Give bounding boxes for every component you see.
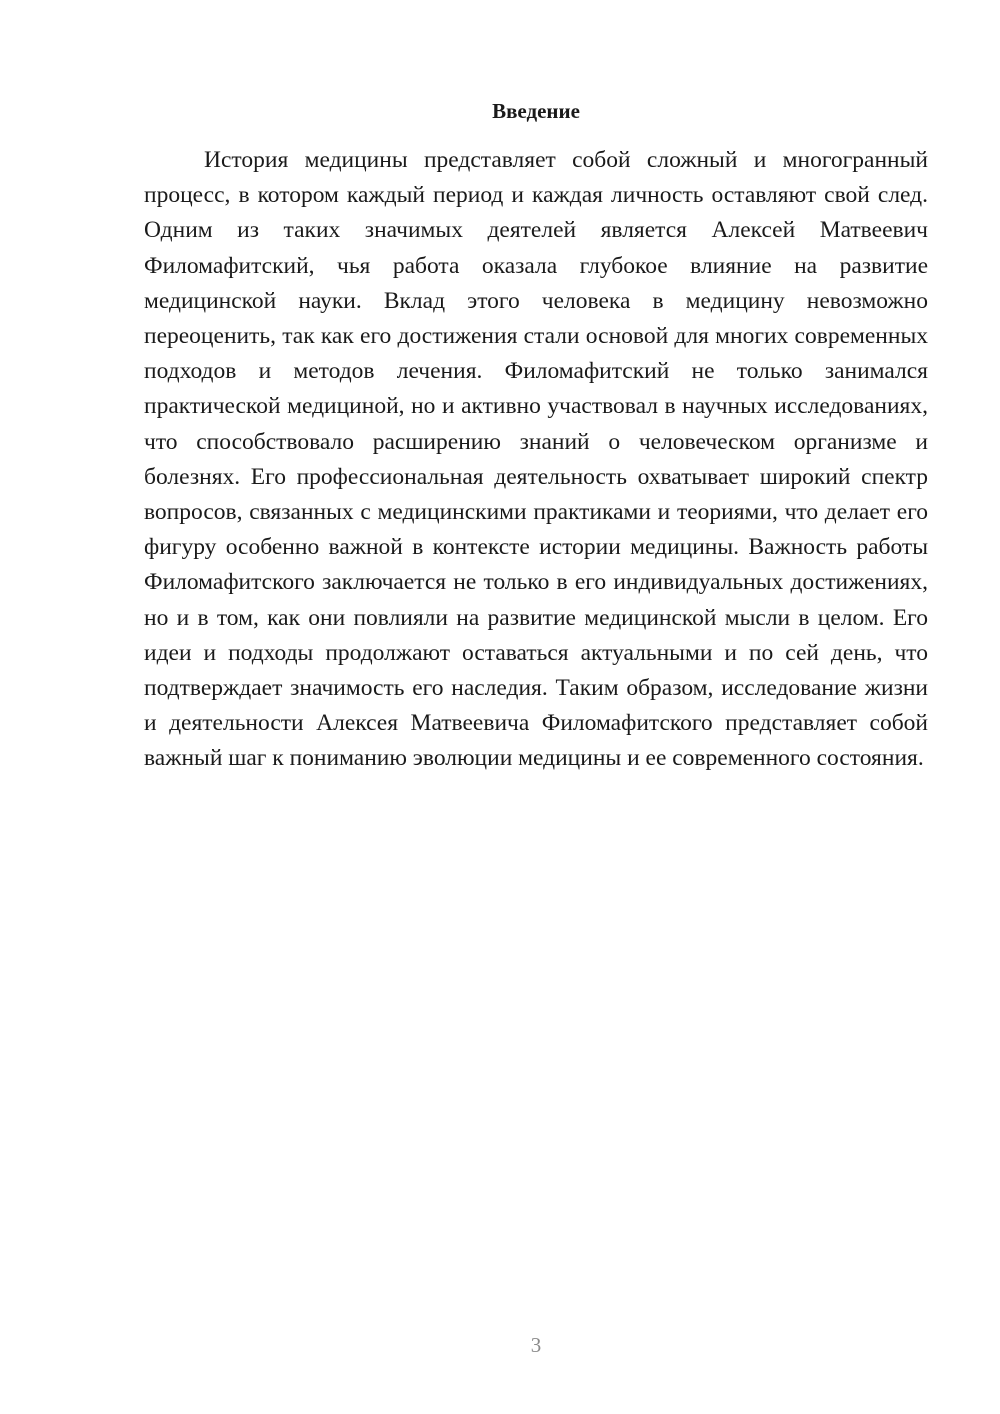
page-number: 3 [530, 1333, 542, 1357]
body-paragraph: История медицины представляет собой сложный и многогранный процесс, в котором каждый период и каждая личность оставляют свой след. Одним из таких значимых деятелей является Алексей Матвеевич Филомафитский, чья работа оказала глубокое влияние на развитие медицинской науки. Вклад этого человека в медицину невозможно переоценить, так как его достижения стали основой для многих современных подходов и методов лечения. Филомафитский не только занимался практической медициной, но и активно участвовал в научных исследованиях, что способствовало расширению знаний о человеческом организме и болезнях. Его профессиональная деятельность охватывает широкий спектр вопросов, связанных с медицинскими практиками и теориями, что делает его фигуру особенно важной в контексте истории медицины. Важность работы Филомафитского заключается не только в его индивидуальных достижениях, но и в том, как они повлияли на развитие медицинской мысли в целом. Его идеи и подходы продолжают оставаться актуальными и по сей день, что подтверждает значимость его наследия. Таким образом, исследование жизни и деятельности Алексея Матвеевича Филомафитского представляет собой важный шаг к пониманию эволюции медицины и ее современного состояния. [144, 147, 928, 772]
section-heading: Введение [492, 99, 580, 123]
